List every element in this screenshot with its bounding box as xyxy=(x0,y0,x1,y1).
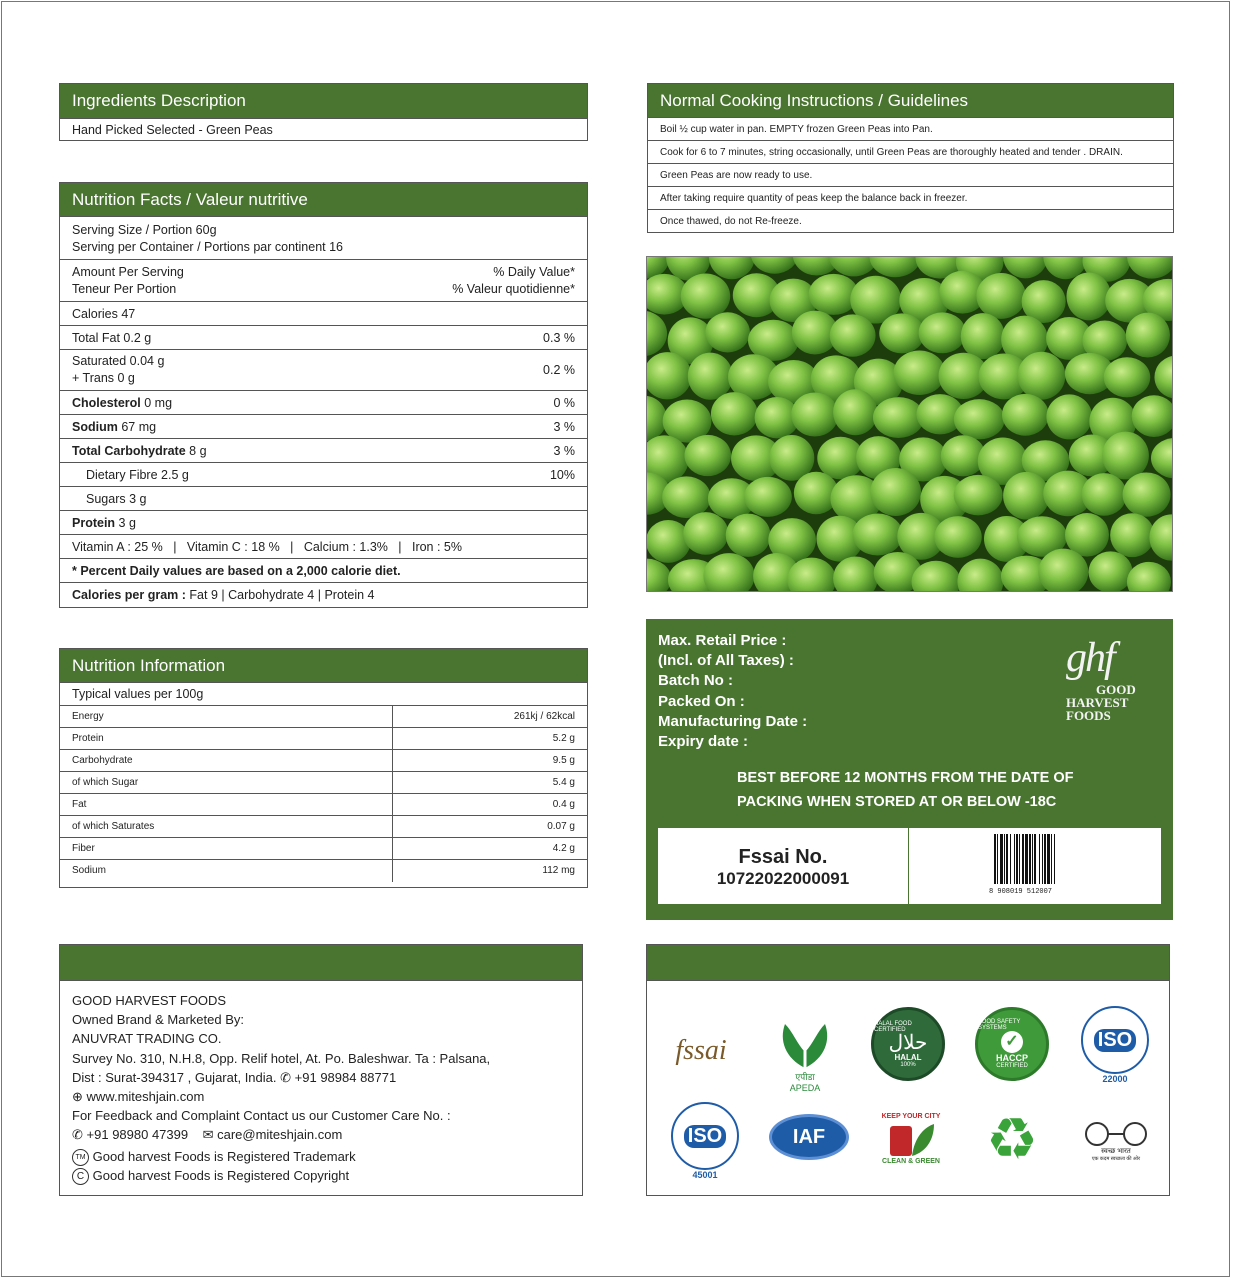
pea xyxy=(681,274,730,319)
nutrient-name: of which Sugar xyxy=(60,772,392,794)
cooking-step: After taking require quantity of peas keep the balance back in freezer. xyxy=(648,186,1173,209)
table-row xyxy=(60,706,587,728)
barcode-bar xyxy=(1029,834,1031,884)
pea xyxy=(1003,472,1049,520)
certifications-header-bar xyxy=(647,945,1169,980)
sodium-row: Sodium 67 mg 3 % xyxy=(60,414,587,438)
barcode-bar xyxy=(1000,834,1003,884)
cooking-title: Normal Cooking Instructions / Guidelines xyxy=(648,84,1173,117)
price-panel xyxy=(646,619,1173,920)
table-row xyxy=(60,794,587,816)
table-row xyxy=(60,838,587,860)
mail-icon: ✉ xyxy=(202,1127,214,1143)
nutrient-value: 0.07 g xyxy=(392,816,587,838)
company-box xyxy=(59,944,583,1196)
nutrient-name: Fiber xyxy=(60,838,392,860)
nutrient-name: Protein xyxy=(60,728,392,750)
barcode-bar xyxy=(994,834,996,884)
pea xyxy=(1104,357,1151,397)
barcode-bar xyxy=(1022,834,1024,884)
pea xyxy=(688,353,733,400)
barcode-bar xyxy=(1044,834,1046,884)
pea xyxy=(744,477,792,517)
spectacles-icon xyxy=(1075,1121,1157,1147)
website-link[interactable]: www.miteshjain.com xyxy=(86,1089,205,1105)
barcode-bar xyxy=(1039,834,1040,884)
certifications-box xyxy=(646,944,1170,1196)
nutrient-value: 5.2 g xyxy=(392,728,587,750)
best-before-text: BEST BEFORE 12 MONTHS FROM THE DATE OF PACKING WHEN STORED AT OR BELOW -18C xyxy=(737,770,1074,810)
nutrient-value: 4.2 g xyxy=(392,838,587,860)
nutrient-value: 261kj / 62kcal xyxy=(392,706,587,728)
ghf-logo: ghf GOOD HARVEST FOODS xyxy=(1066,635,1136,723)
cholesterol-row: Cholesterol 0 mg 0 % xyxy=(60,390,587,414)
iso-45001-logo: ISO 45001 xyxy=(665,1101,745,1181)
barcode: 8 908019 512007 xyxy=(989,834,1149,898)
nutrition-facts-box xyxy=(59,182,588,608)
cooking-step: Boil ½ cup water in pan. EMPTY frozen Green Peas into Pan. xyxy=(648,117,1173,140)
cert-logos xyxy=(647,980,1169,1196)
cooking-step: Cook for 6 to 7 minutes, string occasionally, until Green Peas are thoroughly heated and tender . DRAIN. xyxy=(648,140,1173,163)
apeda-logo: एपीडा APEDA xyxy=(765,1005,845,1105)
barcode-bars xyxy=(994,834,1074,886)
total-fat-row: Total Fat 0.2 g 0.3 % xyxy=(60,325,587,349)
barcode-bar xyxy=(1032,834,1033,884)
barcode-bar xyxy=(1014,834,1015,884)
pea xyxy=(1102,432,1149,480)
barcode-bar xyxy=(1051,834,1052,884)
pea xyxy=(684,435,731,476)
pea xyxy=(683,512,728,555)
ingredients-title: Ingredients Description xyxy=(60,84,587,118)
contact-line: ✆ +91 98980 47399 ✉ care@miteshjain.com xyxy=(72,1127,343,1143)
email-link[interactable]: care@miteshjain.com xyxy=(217,1127,343,1143)
pea xyxy=(791,392,838,436)
phone-icon: ✆ xyxy=(72,1127,83,1143)
ingredients-text: Hand Picked Selected - Green Peas xyxy=(60,118,587,140)
nutrient-name: Energy xyxy=(60,706,392,728)
company-name: GOOD HARVEST FOODS xyxy=(72,993,227,1008)
barcode-bar xyxy=(1054,834,1055,884)
nutrition-info-table xyxy=(60,705,587,882)
pea xyxy=(954,399,1005,439)
barcode-bar xyxy=(997,834,998,884)
saturated-row: Saturated 0.04 g + Trans 0 g 0.2 % xyxy=(60,349,587,390)
pea xyxy=(1082,473,1127,516)
cooking-box xyxy=(647,83,1174,233)
peas-image xyxy=(647,257,1173,592)
sugars-row: Sugars 3 g xyxy=(60,486,587,510)
company-header-bar xyxy=(60,945,582,980)
phone-icon: ✆ xyxy=(280,1069,292,1085)
carbohydrate-row: Total Carbohydrate 8 g 3 % xyxy=(60,438,587,462)
address-line-1: Survey No. 310, N.H.8, Opp. Relif hotel, At. Po. Baleshwar. Ta : Palsana, xyxy=(72,1050,491,1066)
address-line-2: Dist : Surat-394317 , Gujarat, India. ✆ +91 98984 88771 xyxy=(72,1069,397,1085)
table-row xyxy=(60,750,587,772)
table-row xyxy=(60,816,587,838)
fibre-row: Dietary Fibre 2.5 g 10% xyxy=(60,462,587,486)
pea xyxy=(870,468,921,516)
calories-row: Calories 47 xyxy=(60,301,587,325)
nutrient-value: 9.5 g xyxy=(392,750,587,772)
halal-logo: HALAL FOOD CERTIFIED حلال HALAL 100% xyxy=(871,1007,945,1081)
city-leaf-icon xyxy=(886,1120,936,1158)
iso-22000-logo: ISO 22000 xyxy=(1075,1005,1155,1085)
table-row xyxy=(60,772,587,794)
pea xyxy=(705,312,750,352)
pea xyxy=(830,314,876,356)
nutrition-facts-title: Nutrition Facts / Valeur nutritive xyxy=(60,183,587,216)
recycle-logo xyxy=(977,1105,1047,1175)
pea xyxy=(1088,551,1132,592)
pea xyxy=(919,312,966,353)
pea xyxy=(873,397,924,438)
pea xyxy=(1110,513,1154,557)
barcode-bar xyxy=(1047,834,1050,884)
swachh-bharat-logo: स्वच्छ भारत एक कदम स्वच्छता की ओर xyxy=(1071,1111,1161,1171)
pea xyxy=(647,520,691,563)
amount-header-row: Amount Per Serving Teneur Per Portion % Daily Value* % Valeur quotidienne* xyxy=(60,259,587,301)
copyright-icon: C xyxy=(72,1168,89,1185)
barcode-bar xyxy=(1004,834,1005,884)
copyright-line: C Good harvest Foods is Registered Copyright xyxy=(72,1166,570,1185)
nutrient-value: 0.4 g xyxy=(392,794,587,816)
pea xyxy=(934,516,981,558)
nutrition-info-box xyxy=(59,648,588,888)
nutrient-value: 5.4 g xyxy=(392,772,587,794)
table-row xyxy=(60,860,587,882)
pea xyxy=(833,389,877,435)
apeda-leaf-icon xyxy=(775,1018,835,1070)
pea xyxy=(1123,472,1171,516)
fssai-barcode-area xyxy=(658,828,1161,904)
company-details xyxy=(60,980,582,1185)
table-row xyxy=(60,728,587,750)
pea xyxy=(1046,394,1092,439)
serving-info: Serving Size / Portion 60g Serving per Container / Portions par continent 16 xyxy=(60,216,587,259)
pea xyxy=(879,313,924,353)
barcode-bar xyxy=(1019,834,1020,884)
pea xyxy=(1018,352,1066,400)
clean-green-logo: KEEP YOUR CITY CLEAN & GREEN xyxy=(881,1113,941,1165)
trademark-icon: TM xyxy=(72,1149,89,1166)
typical-values: Typical values per 100g xyxy=(60,682,587,705)
price-fields: Max. Retail Price : (Incl. of All Taxes) : Batch No : Packed On : Manufacturing Date : Expiry date : xyxy=(658,632,808,751)
cooking-step: Once thawed, do not Re-freeze. xyxy=(648,209,1173,232)
pea xyxy=(726,514,771,557)
nutrient-name: Fat xyxy=(60,794,392,816)
owned-by: Owned Brand & Marketed By: xyxy=(72,1012,244,1028)
calories-per-gram-row: Calories per gram : Fat 9 | Carbohydrate 4 | Protein 4 xyxy=(60,582,587,606)
pea xyxy=(662,476,711,518)
pea xyxy=(853,513,903,555)
barcode-bar xyxy=(1006,834,1008,884)
barcode-bar xyxy=(1025,834,1028,884)
checkmark-icon: ✓ xyxy=(1001,1031,1023,1053)
recycle-icon: ♻ xyxy=(986,1107,1038,1172)
pea xyxy=(1067,272,1112,320)
website-line xyxy=(72,1087,570,1106)
iaf-logo: IAF xyxy=(767,1105,851,1169)
footnote-row: * Percent Daily values are based on a 2,000 calorie diet. xyxy=(60,558,587,582)
trademark-line: TM Good harvest Foods is Registered Trademark xyxy=(72,1147,570,1166)
cooking-step: Green Peas are now ready to use. xyxy=(648,163,1173,186)
marketer-name: ANUVRAT TRADING CO. xyxy=(72,1031,222,1047)
barcode-bar xyxy=(1010,834,1011,884)
nutrient-name: Sodium xyxy=(60,860,392,882)
globe-icon: ⊕ xyxy=(72,1089,83,1105)
ingredients-box xyxy=(59,83,588,141)
fssai-block: Fssai No. 10722022000091 xyxy=(658,828,909,904)
pea xyxy=(954,475,1003,516)
feedback-line: For Feedback and Complaint Contact us our Customer Care No. : xyxy=(72,1108,451,1124)
protein-row: Protein 3 g xyxy=(60,510,587,534)
fssai-logo: fssai xyxy=(675,1035,727,1066)
vitamins-row: Vitamin A : 25 % | Vitamin C : 18 % | Calcium : 1.3% | Iron : 5% xyxy=(60,534,587,558)
pea xyxy=(894,351,946,395)
nutrient-name: Carbohydrate xyxy=(60,750,392,772)
pea xyxy=(976,273,1025,319)
pea xyxy=(961,313,1005,359)
halal-script-icon: حلال xyxy=(888,1031,928,1054)
barcode-bar xyxy=(1042,834,1043,884)
pea xyxy=(711,392,758,435)
pea xyxy=(1002,394,1049,436)
nutrition-info-title: Nutrition Information xyxy=(60,649,587,682)
haccp-logo: FOOD SAFETY SYSTEMS ✓ HACCP CERTIFIED xyxy=(975,1007,1049,1081)
pea xyxy=(1126,313,1170,358)
green-peas-photo xyxy=(646,256,1173,592)
nutrient-value: 112 mg xyxy=(392,860,587,882)
barcode-bar xyxy=(1016,834,1018,884)
nutrient-name: of which Saturates xyxy=(60,816,392,838)
barcode-bar xyxy=(1034,834,1036,884)
